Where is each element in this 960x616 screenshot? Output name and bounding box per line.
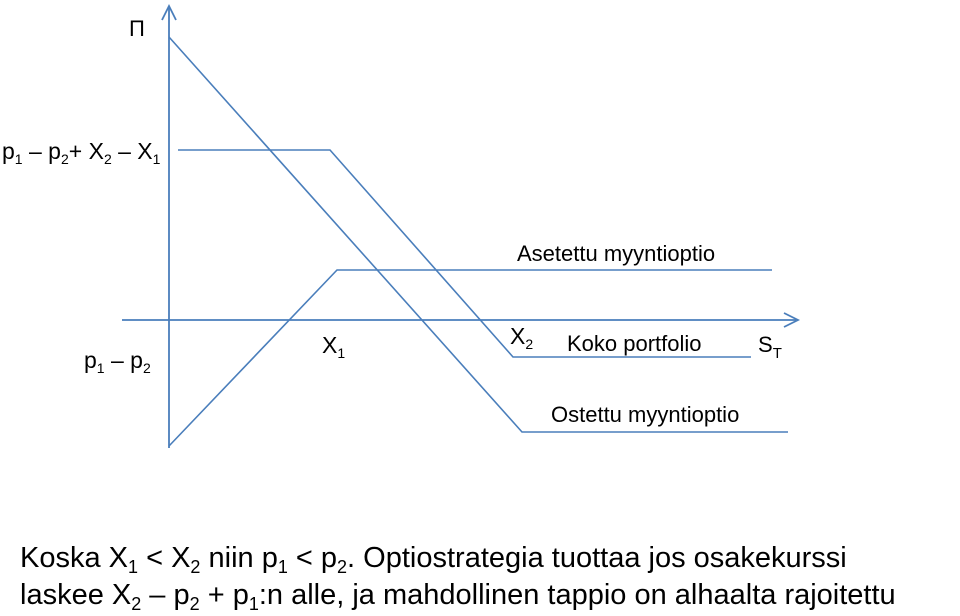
portfolio-label: Koko portfolio bbox=[567, 331, 702, 356]
written-put-label: Asetettu myyntioptio bbox=[517, 241, 716, 266]
x-axis-label: $S_T$ bbox=[758, 332, 782, 362]
lower-level-label: $p_1 - p_2$ bbox=[84, 347, 151, 376]
upper-level-label: $p_1 - p_2+ X_2 - X_1$ bbox=[2, 138, 161, 167]
strike-x2-label: $X_2$ bbox=[510, 323, 534, 352]
caption-line-2: laskee $X_2 - p_2$ + $p_1:n$ alle, ja mahdollinen tappio on alhaalta rajoitettu bbox=[20, 579, 896, 614]
caption-line-1: Koska $X_1 < X_2$ niin $p_1 < p_2$. Optiostrategia tuottaa jos osakekurssi bbox=[20, 542, 847, 577]
y-axis-label: Π bbox=[129, 16, 145, 41]
bought-put-payoff-line bbox=[169, 37, 788, 432]
axes bbox=[122, 6, 798, 448]
bought-put-label: Ostettu myyntioptio bbox=[551, 402, 740, 427]
strike-x1-label: $X_1$ bbox=[322, 332, 346, 361]
